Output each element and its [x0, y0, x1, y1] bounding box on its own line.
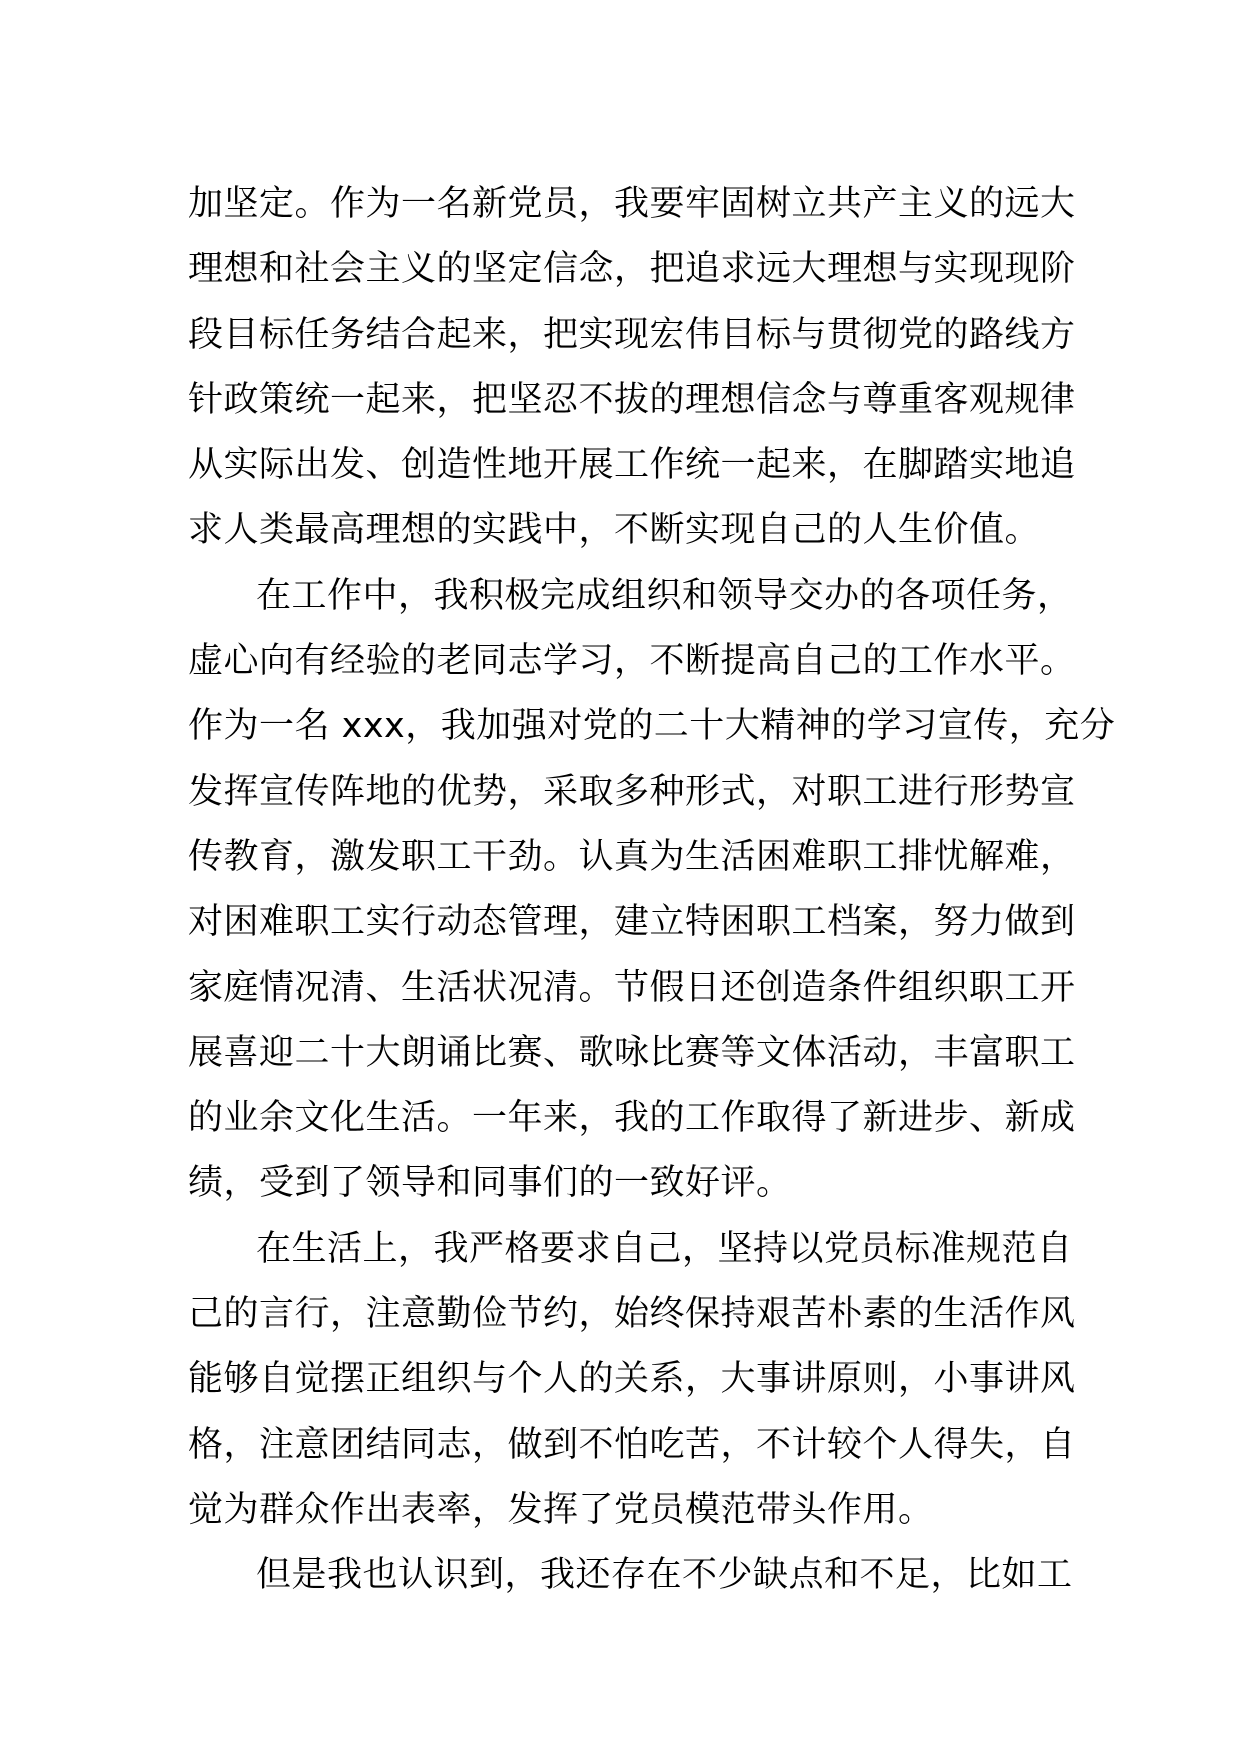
text-line: 发挥宣传阵地的优势，采取多种形式，对职工进行形势宣 — [188, 771, 1076, 812]
document-body — [188, 172, 1116, 1609]
paragraph-3 — [188, 1217, 1076, 1543]
text-line: 能够自觉摆正组织与个人的关系，大事讲原则，小事讲风 — [188, 1359, 1076, 1400]
text-line: 作为一名 xxx，我加强对党的二十大精神的学习宣传，充分 — [188, 706, 1116, 747]
text-line: 求人类最高理想的实践中，不断实现自己的人生价值。 — [188, 510, 1041, 551]
paragraph-2 — [188, 564, 1116, 1217]
text-line: 在生活上，我严格要求自己，坚持以党员标准规范自 — [256, 1228, 1073, 1269]
text-line: 段目标任务结合起来，把实现宏伟目标与贯彻党的路线方 — [188, 314, 1076, 355]
text-line: 家庭情况清、生活状况清。节假日还创造条件组织职工开 — [188, 967, 1076, 1008]
paragraph-1 — [188, 172, 1076, 564]
text-line: 但是我也认识到，我还存在不少缺点和不足，比如工 — [256, 1555, 1073, 1596]
text-line: 从实际出发、创造性地开展工作统一起来，在脚踏实地追 — [188, 445, 1076, 486]
text-line: 传教育，激发职工干劲。认真为生活困难职工排忧解难， — [188, 836, 1076, 877]
text-line: 格，注意团结同志，做到不怕吃苦，不计较个人得失，自 — [188, 1424, 1076, 1465]
paragraph-4 — [188, 1543, 1073, 1608]
text-line: 理想和社会主义的坚定信念，把追求远大理想与实现现阶 — [188, 249, 1076, 290]
text-line: 对困难职工实行动态管理，建立特困职工档案，努力做到 — [188, 902, 1076, 943]
text-line: 虚心向有经验的老同志学习，不断提高自己的工作水平。 — [188, 641, 1076, 682]
text-line: 展喜迎二十大朗诵比赛、歌咏比赛等文体活动，丰富职工 — [188, 1032, 1076, 1073]
text-line: 绩，受到了领导和同事们的一致好评。 — [188, 1163, 792, 1204]
text-line: 己的言行，注意勤俭节约，始终保持艰苦朴素的生活作风 — [188, 1294, 1076, 1335]
text-line: 在工作中，我积极完成组织和领导交办的各项任务， — [256, 575, 1073, 616]
text-line: 加坚定。作为一名新党员，我要牢固树立共产主义的远大 — [188, 184, 1076, 224]
text-line: 针政策统一起来，把坚忍不拔的理想信念与尊重客观规律 — [188, 379, 1076, 420]
text-line: 觉为群众作出表率，发挥了党员模范带头作用。 — [188, 1489, 934, 1530]
text-line: 的业余文化生活。一年来，我的工作取得了新进步、新成 — [188, 1098, 1076, 1139]
